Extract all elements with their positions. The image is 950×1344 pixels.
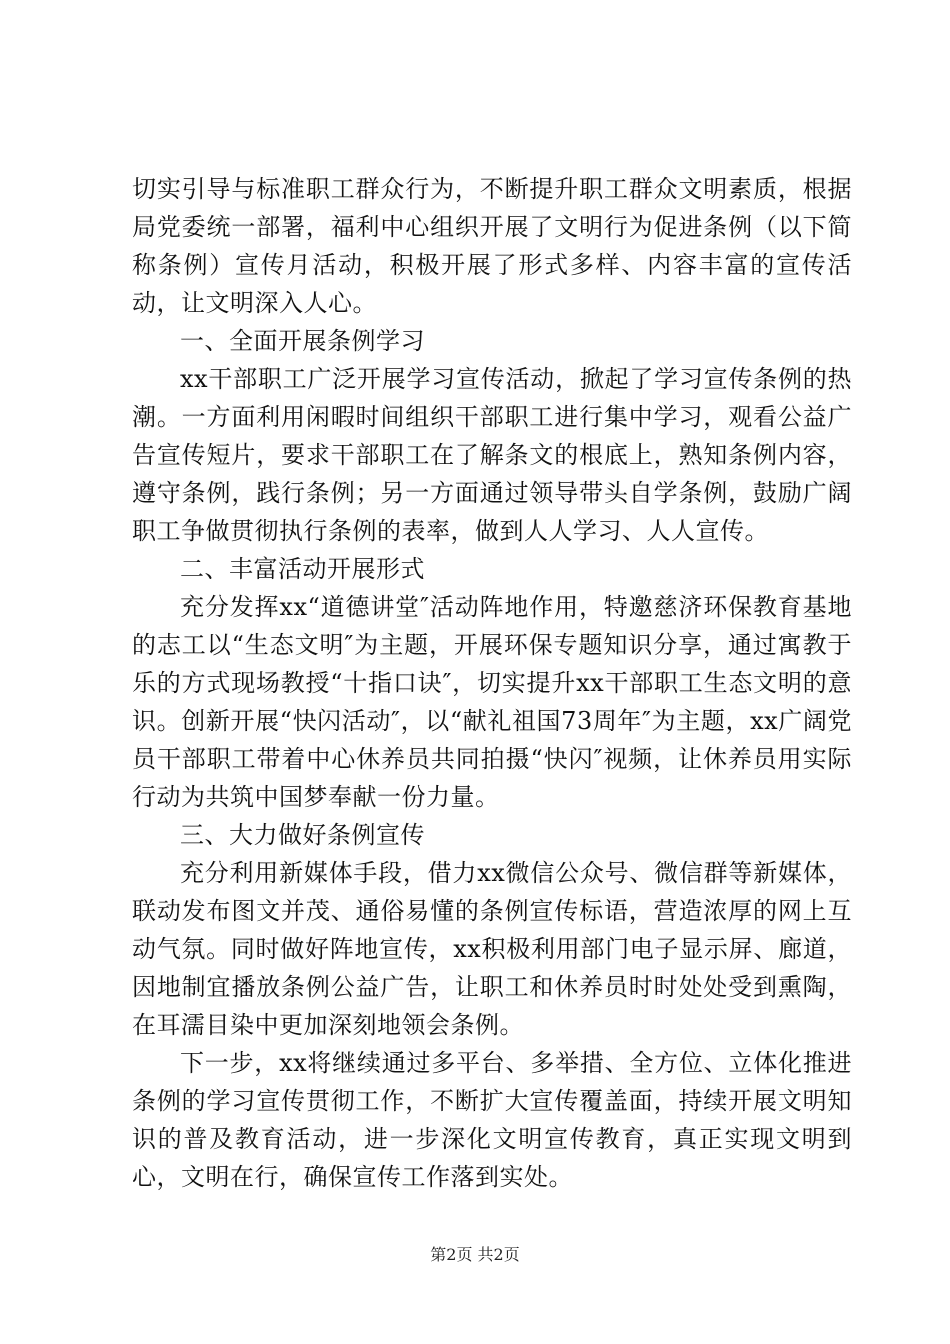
paragraph-intro: 切实引导与标准职工群众行为，不断提升职工群众文明素质，根据局党委统一部署，福利中心组织开展了文明行为促进条例（以下简称条例）宣传月活动，积极开展了形式多样、内容丰富的宣传活动，让文明深入人心。 xyxy=(132,175,852,317)
paragraph-section-3: 充分利用新媒体手段，借力xx微信公众号、微信群等新媒体，联动发布图文并茂、通俗易懂的条例宣传标语，营造浓厚的网上互动气氛。同时做好阵地宣传，xx积极利用部门电子显示屏、廊道，因地制宜播放条例公益广告，让职工和休养员时时处处受到熏陶，在耳濡目染中更加深刻地领会条例。 xyxy=(132,859,852,1039)
heading-section-3: 三、大力做好条例宣传 xyxy=(180,821,425,849)
heading-section-2: 二、丰富活动开展形式 xyxy=(180,555,425,583)
heading-section-1: 一、全面开展条例学习 xyxy=(180,327,425,355)
paragraph-conclusion: 下一步，xx将继续通过多平台、多举措、全方位、立体化推进条例的学习宣传贯彻工作，不断扩大宣传覆盖面，持续开展文明知识的普及教育活动，进一步深化文明宣传教育，真正实现文明到心，文明在行，确保宣传工作落到实处。 xyxy=(132,1049,852,1191)
document-body xyxy=(132,170,852,1196)
paragraph-section-2: 充分发挥xx“道德讲堂″活动阵地作用，特邀慈济环保教育基地的志工以“生态文明″为主题，开展环保专题知识分享，通过寓教于乐的方式现场教授“十指口诀″，切实提升xx干部职工生态文明的意识。创新开展“快闪活动″，以“献礼祖国73周年″为主题，xx广阔党员干部职工带着中心休养员共同拍摄“快闪″视频，让休养员用实际行动为共筑中国梦奉献一份力量。 xyxy=(132,593,852,811)
paragraph-section-1: xx干部职工广泛开展学习宣传活动，掀起了学习宣传条例的热潮。一方面利用闲暇时间组织干部职工进行集中学习，观看公益广告宣传短片，要求干部职工在了解条文的根底上，熟知条例内容，遵守条例，践行条例；另一方面通过领导带头自学条例，鼓励广阔职工争做贯彻执行条例的表率，做到人人学习、人人宣传。 xyxy=(132,365,852,545)
page-number-footer: 第2页 共2页 xyxy=(430,1245,520,1264)
